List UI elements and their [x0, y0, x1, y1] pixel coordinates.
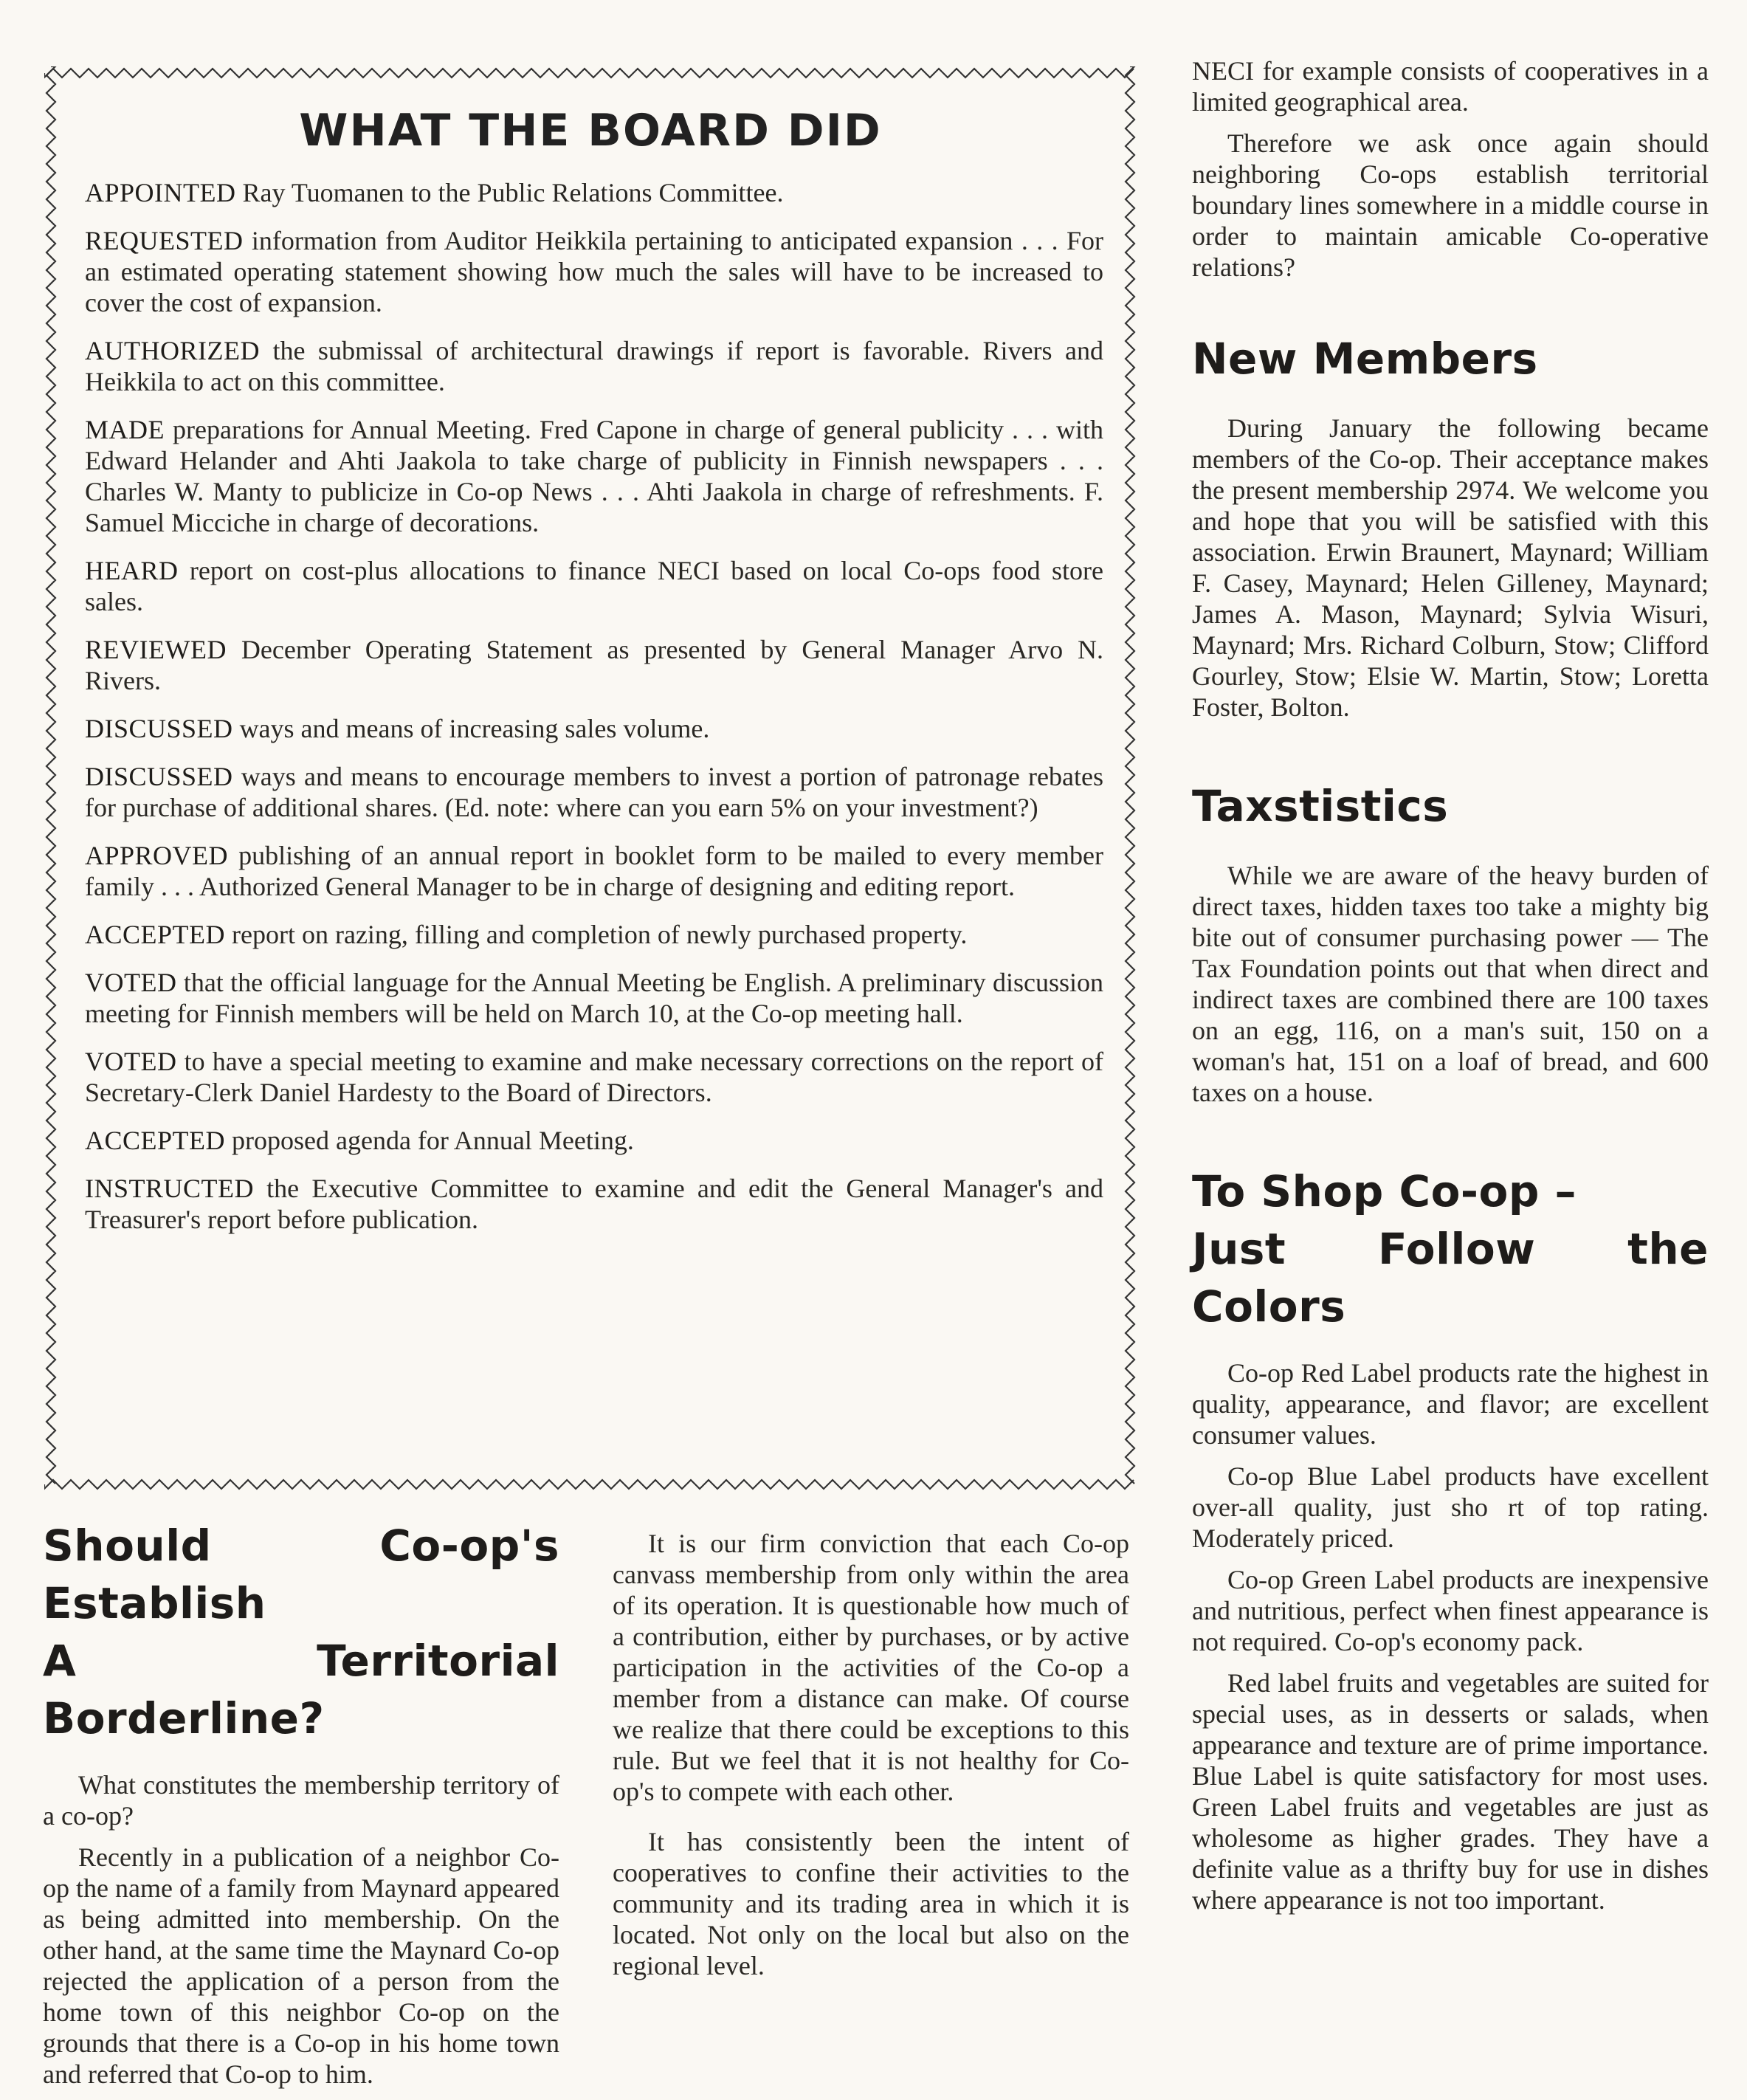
- colors-paragraph: Co-op Blue Label products have excellent over-all quality, just sho rt of top rating. Moderately priced.: [1192, 1462, 1709, 1553]
- territory-paragraph: Therefore we ask once again should neighboring Co-ops establish territorial boundary lines somewhere in a middle course in order to maintain amicable Co-operative relations?: [1192, 128, 1709, 282]
- action-keyword: VOTED: [85, 1047, 177, 1076]
- action-keyword: APPROVED: [85, 841, 229, 870]
- action-text: the Executive Committee to examine and edit the General Manager's and Treasurer's report before publication.: [85, 1174, 1103, 1234]
- action-keyword: VOTED: [85, 968, 177, 997]
- territory-heading: [43, 1517, 559, 1747]
- board-action: [85, 414, 1103, 538]
- new-members-body: During January the following became members of the Co-op. Their acceptance makes the present membership 2974. We welcome you and hope that you will be satisfied with this association. Erwin Braunert, Maynard; William F. Casey, Maynard; Helen Gilleney, Maynard; James A. Mason, Maynard; Sylvia Wisuri, Maynard; Mrs. Richard Colburn, Stow; Clifford Gourley, Stow; Elsie W. Martin, Stow; Loretta Foster, Bolton.: [1192, 413, 1709, 722]
- board-action: [85, 634, 1103, 696]
- action-keyword: MADE: [85, 415, 165, 444]
- territory-paragraph: It has consistently been the intent of cooperatives to confine their activities to the community and its trading area in which it is located. Not only on the local but also on the regional level.: [613, 1827, 1129, 1980]
- action-text: publishing of an annual report in booklet form to be mailed to every member family . . . Authorized General Manager to be in charge of designing and editing report.: [85, 841, 1104, 901]
- colors-paragraph: Co-op Red Label products rate the highest in quality, appearance, and flavor; are excellent consumer values.: [1192, 1358, 1709, 1450]
- action-text: information from Auditor Heikkila pertaining to anticipated expansion . . . For an estimated operating statement showing how much the sales will have to be increased to cover the cost of expansion.: [85, 226, 1104, 317]
- board-title: WHAT THE BOARD DID: [299, 105, 882, 156]
- action-text: Ray Tuomanen to the Public Relations Committee.: [242, 178, 784, 207]
- action-keyword: APPOINTED: [85, 178, 236, 207]
- territory-heading-line2: A Territorial Borderline?: [43, 1636, 559, 1743]
- board-action: [85, 1173, 1103, 1235]
- action-keyword: DISCUSSED: [85, 714, 233, 743]
- action-text: to have a special meeting to examine and make necessary corrections on the report of Secretary-Clerk Daniel Hardesty to the Board of Directors.: [85, 1047, 1103, 1107]
- board-action: [85, 840, 1103, 902]
- action-keyword: REQUESTED: [85, 226, 244, 255]
- board-action: [85, 713, 1103, 744]
- colors-paragraph: Red label fruits and vegetables are suited for special uses, as in desserts or salads, when appearance and texture are of prime importance. Blue Label is quite satisfactory for most uses. Green Label fruits and vegetables are just as wholesome as higher grades. They have a definite value as a thrifty buy for use in dishes where appearance is not too important.: [1192, 1668, 1709, 1915]
- colors-heading-line1: To Shop Co-op –: [1192, 1166, 1577, 1216]
- board-action: [85, 335, 1103, 397]
- zigzag-border-left: [44, 66, 58, 1491]
- board-actions-list: [85, 177, 1103, 1252]
- board-action: [85, 919, 1103, 950]
- board-action: [85, 225, 1103, 318]
- action-keyword: ACCEPTED: [85, 920, 226, 949]
- action-text: report on cost-plus allocations to finance NECI based on local Co-ops food store sales.: [85, 556, 1103, 616]
- action-text: proposed agenda for Annual Meeting.: [232, 1126, 634, 1155]
- board-action: [85, 967, 1103, 1029]
- right-column: [1192, 55, 1709, 1926]
- board-action: [85, 761, 1103, 823]
- territory-paragraph: NECI for example consists of cooperatives in a limited geographical area.: [1192, 56, 1709, 117]
- board-action: [85, 1046, 1103, 1108]
- territory-paragraph: Recently in a publication of a neighbor Co-op the name of a family from Maynard appeared as being admitted into membership. On the other hand, at the same time the Maynard Co-op rejected the application of a person from the home town of this neighbor Co-op on the grounds that there is a Co-op in his home town and referred that Co-op to him.: [43, 1842, 559, 2089]
- action-text: the submissal of architectural drawings if report is favorable. Rivers and Heikkila to act on this committee.: [85, 336, 1104, 396]
- action-keyword: DISCUSSED: [85, 762, 233, 791]
- territory-heading-line1: Should Co-op's Establish: [43, 1521, 559, 1628]
- board-action: [85, 1125, 1103, 1156]
- action-keyword: AUTHORIZED: [85, 336, 260, 365]
- action-text: ways and means of increasing sales volume.: [239, 714, 710, 743]
- action-text: report on razing, filling and completion of newly purchased property.: [232, 920, 968, 949]
- taxstistics-heading: Taxstistics: [1192, 781, 1449, 831]
- new-members-heading: New Members: [1192, 334, 1538, 384]
- action-keyword: INSTRUCTED: [85, 1174, 254, 1203]
- board-box: [44, 66, 1137, 1491]
- territory-paragraph: It is our firm conviction that each Co-op canvass membership from only within the area of its operation. It is questionable how much of a contribution, either by purchases, or by active participation in the activities of the Co-op a member from a distance can make. Of course we realize that there could be exceptions to this rule. But we feel that it is not healthy for Co-op's to compete with each other.: [613, 1529, 1129, 1806]
- action-text: ways and means to encourage members to invest a portion of patronage rebates for purchase of additional shares. (Ed. note: where can you earn 5% on your investment?): [85, 762, 1103, 822]
- territory-paragraph: What constitutes the membership territory of a co-op?: [43, 1770, 559, 1831]
- territory-article-col1: [43, 1517, 559, 2100]
- colors-heading-line2: Just Follow the Colors: [1192, 1224, 1709, 1332]
- action-keyword: REVIEWED: [85, 635, 227, 664]
- action-text: preparations for Annual Meeting. Fred Capone in charge of general publicity . . . with Edward Helander and Ahti Jaakola to take charge of publicity in Finnish newspapers . . . Charles W. Manty to publicize in Co-op News . . . Ahti Jaakola in charge of refreshments. F. Samuel Micciche in charge of decorations.: [85, 415, 1103, 537]
- zigzag-border-bottom: [44, 1478, 1137, 1491]
- zigzag-border-right: [1123, 66, 1137, 1491]
- action-text: December Operating Statement as presented by General Manager Arvo N. Rivers.: [85, 635, 1104, 695]
- action-keyword: HEARD: [85, 556, 179, 585]
- colors-heading: [1192, 1163, 1709, 1335]
- board-action: [85, 555, 1103, 617]
- taxstistics-body: While we are aware of the heavy burden of direct taxes, hidden taxes too take a mighty big bite out of consumer purchasing power — The Tax Foundation points out that when direct and indirect taxes are combined there are 100 taxes on an egg, 116, on a man's suit, 150 on a woman's hat, 151 on a loaf of bread, and 600 taxes on a house.: [1192, 861, 1709, 1107]
- colors-paragraph: Co-op Green Label products are inexpensive and nutritious, perfect when finest appearance is not required. Co-op's economy pack.: [1192, 1565, 1709, 1656]
- zigzag-border-top: [44, 66, 1137, 80]
- board-action: [85, 177, 1103, 208]
- action-keyword: ACCEPTED: [85, 1126, 226, 1155]
- territory-article-col2: [613, 1528, 1129, 1991]
- action-text: that the official language for the Annual Meeting be English. A preliminary discussion meeting for Finnish members will be held on March 10, at the Co-op meeting hall.: [85, 968, 1103, 1028]
